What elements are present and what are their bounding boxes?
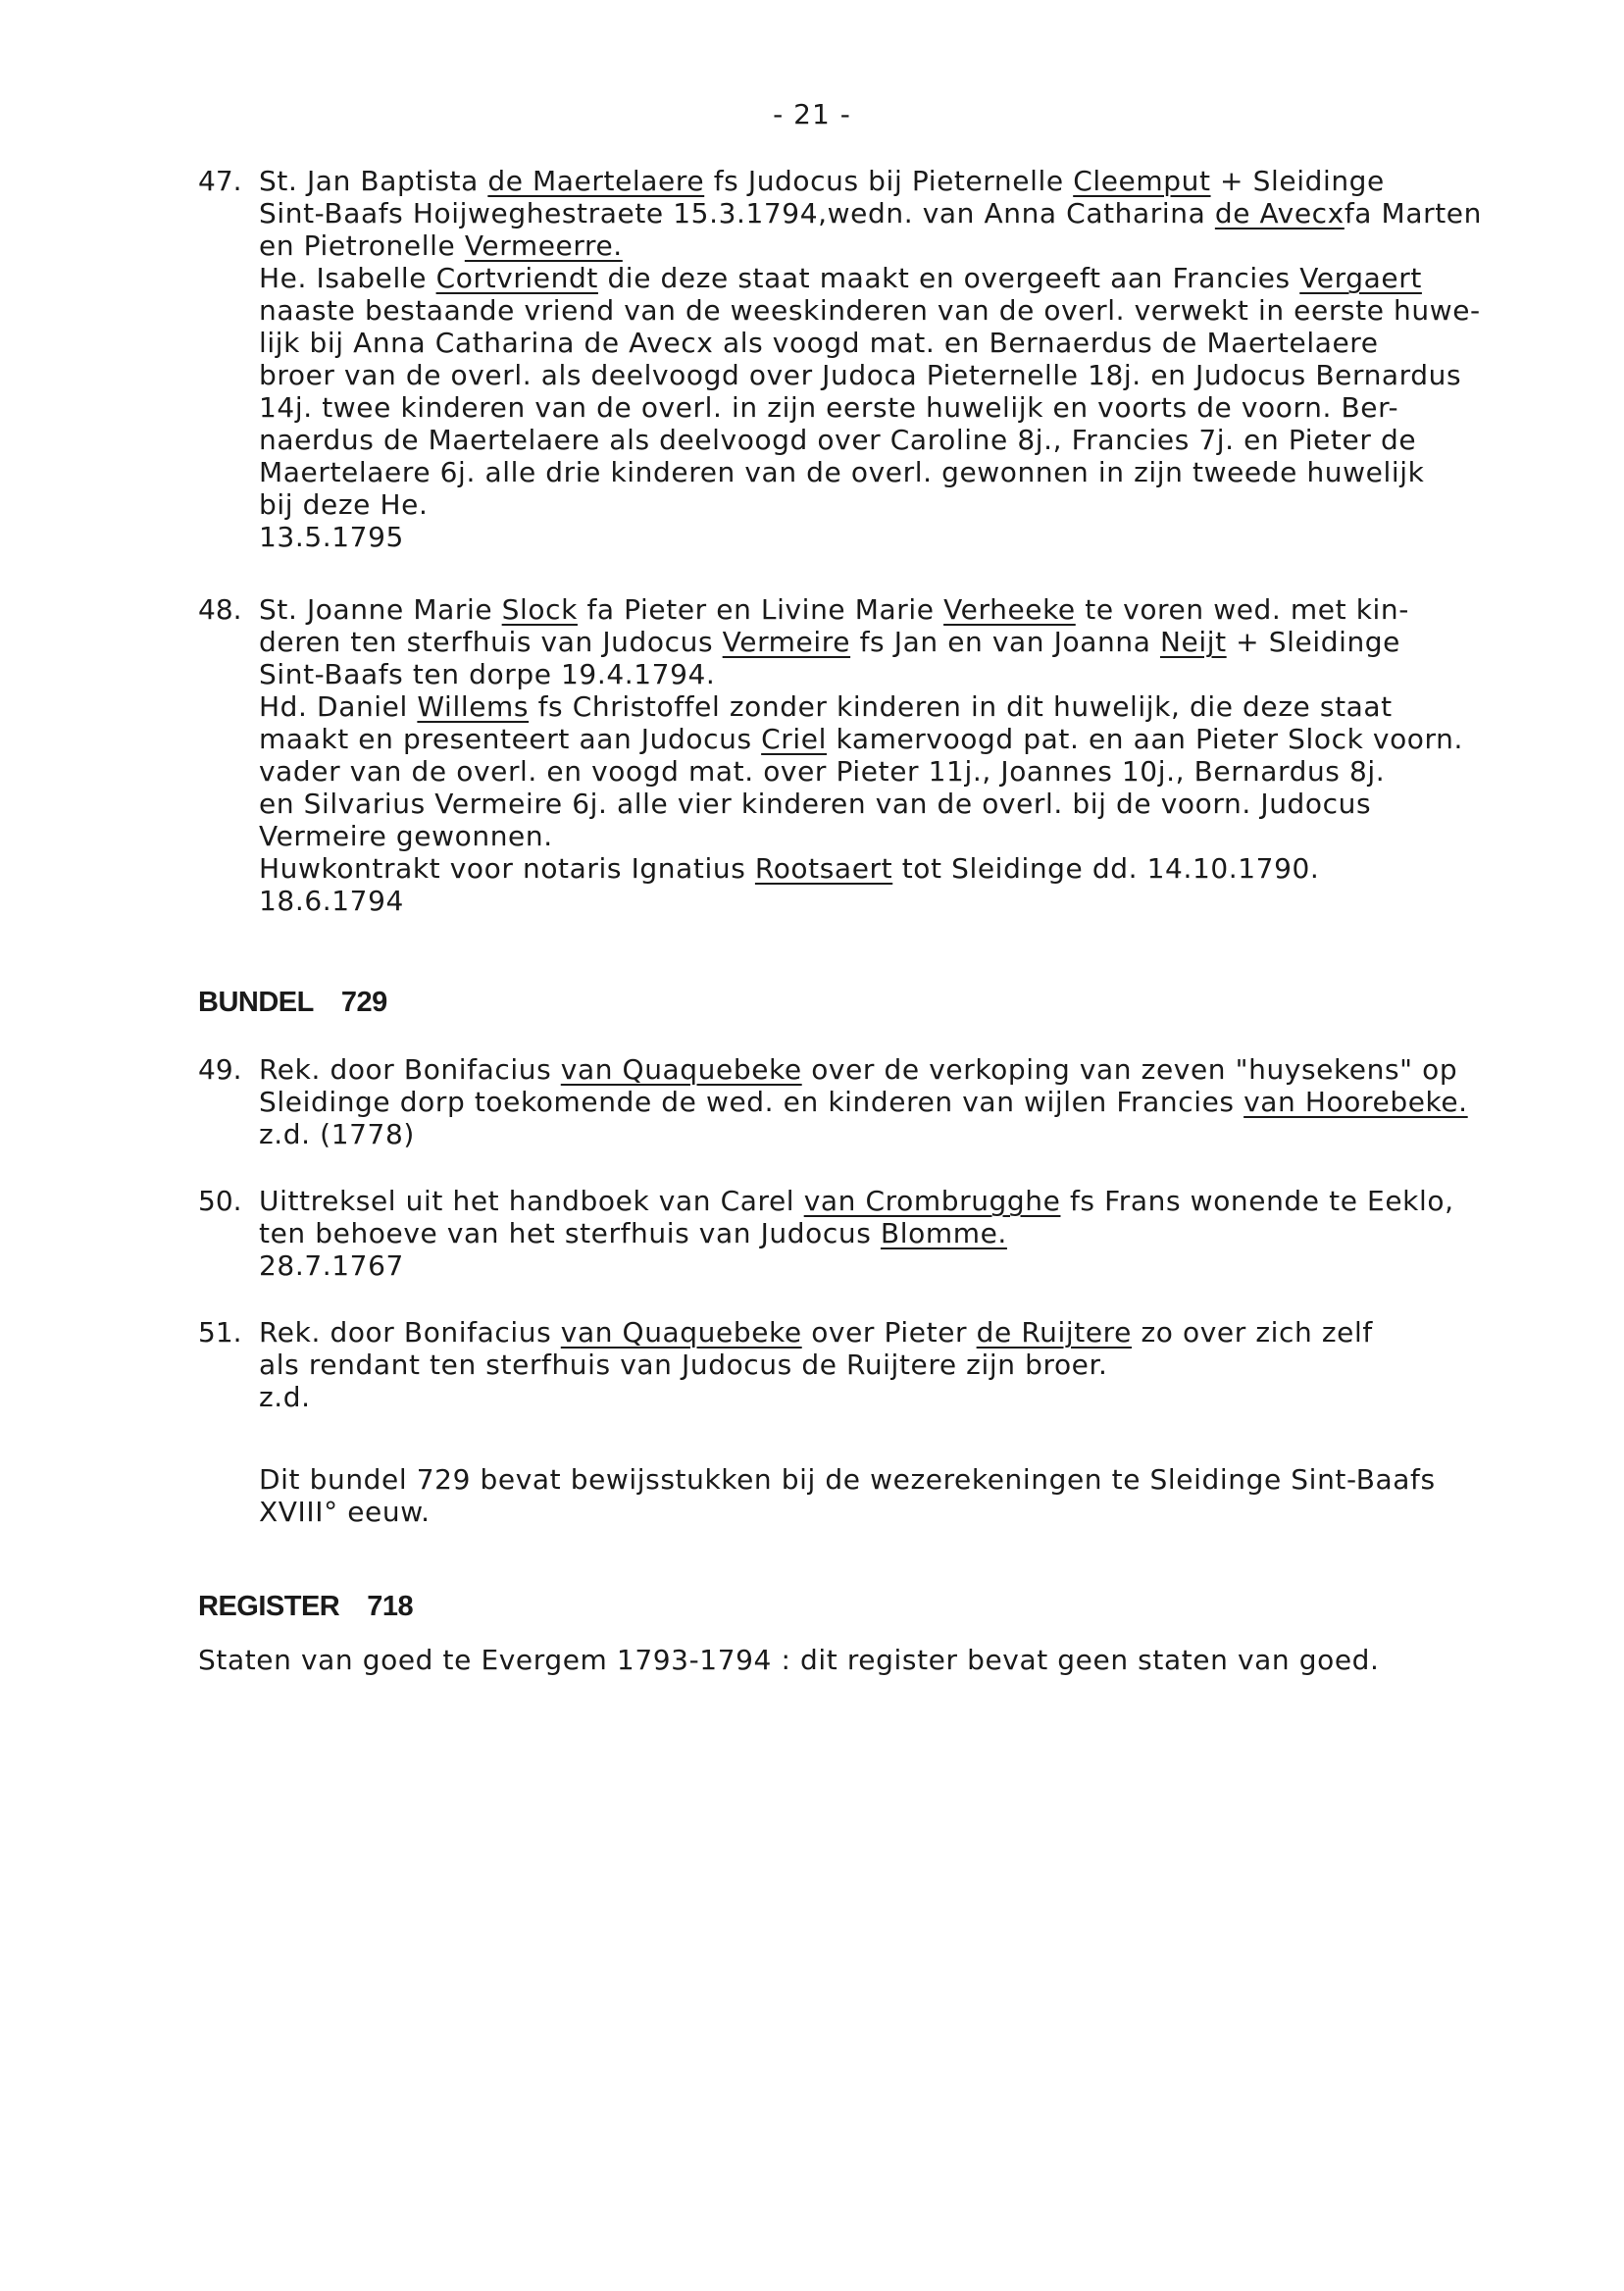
text: fs Frans wonende te Eeklo, (1060, 1185, 1454, 1217)
surname: de Avecx (1214, 197, 1345, 229)
text: fs Judocus bij Pieternelle (704, 165, 1074, 197)
surname: van Quaquebeke (560, 1316, 802, 1349)
surname: Verheeke (943, 593, 1076, 626)
surname: van Hoorebeke. (1243, 1086, 1468, 1118)
entry-date: z.d. (1778) (259, 1118, 415, 1150)
text: + Sleidinge (1226, 626, 1400, 658)
text: Rek. door Bonifacius (259, 1316, 561, 1349)
bundel-note (259, 1463, 1436, 1528)
entry-line (259, 262, 1573, 294)
surname: Cleemput (1073, 165, 1211, 197)
entry-line (259, 690, 1573, 723)
text: St. Jan Baptista (259, 165, 488, 197)
text: deren ten sterfhuis van Judocus (259, 626, 723, 658)
text: St. Joanne Marie (259, 593, 502, 626)
text: He. Isabelle (259, 262, 436, 294)
entry-line: 14j. twee kinderen van de overl. in zijn eerste huwelijk en voorts de voorn. Ber- (259, 391, 1399, 424)
text: Hd. Daniel (259, 690, 418, 723)
text: en Pietronelle (259, 229, 465, 262)
text: zo over zich zelf (1131, 1316, 1373, 1349)
heading-label: REGISTER (198, 1591, 340, 1622)
entry-line (259, 852, 1573, 885)
text: Huwkontrakt voor notaris Ignatius (259, 852, 755, 885)
heading-label: BUNDEL (198, 987, 314, 1018)
text: over de verkoping van zeven "huysekens" op (801, 1053, 1458, 1086)
heading-number: 718 (367, 1591, 414, 1622)
surname: Rootsaert (754, 852, 893, 885)
text: fs Jan en van Joanna (850, 626, 1160, 658)
text: ten behoeve van het sterfhuis van Judocus (259, 1217, 881, 1249)
surname: Cortvriendt (435, 262, 598, 294)
text: over Pieter (801, 1316, 977, 1349)
surname: Willems (417, 690, 530, 723)
text: kamervoogd pat. en aan Pieter Slock voorn. (827, 723, 1464, 755)
entry-line (259, 626, 1573, 658)
section-heading-register (198, 1591, 413, 1623)
entry-line: Vermeire gewonnen. (259, 820, 553, 852)
surname: van Quaquebeke (560, 1053, 802, 1086)
entry-number: 50. (198, 1185, 242, 1217)
entry-line: bij deze He. (259, 488, 429, 521)
entry-line: vader van de overl. en voogd mat. over Pieter 11j., Joannes 10j., Bernardus 8j. (259, 755, 1386, 788)
text: Sleidinge dorp toekomende de wed. en kinderen van wijlen Francies (259, 1086, 1244, 1118)
heading-number: 729 (340, 987, 387, 1018)
section-heading-bundel (198, 987, 387, 1019)
entry-date: 18.6.1794 (259, 885, 404, 917)
entry-line (259, 1185, 1573, 1217)
text: Uittreksel uit het handboek van Carel (259, 1185, 804, 1217)
surname: van Crombrugghe (803, 1185, 1061, 1217)
text: fa Pieter en Livine Marie (577, 593, 944, 626)
entry-line (259, 229, 1573, 262)
entry-number: 47. (198, 165, 242, 197)
surname: de Maertelaere (487, 165, 705, 197)
surname: Vergaert (1299, 262, 1422, 294)
text: Rek. door Bonifacius (259, 1053, 561, 1086)
text: fa Marten (1344, 197, 1482, 229)
entry-number: 49. (198, 1053, 242, 1086)
entry-line: Sint-Baafs ten dorpe 19.4.1794. (259, 658, 716, 690)
entry-date: 28.7.1767 (259, 1249, 404, 1282)
entry-line: broer van de overl. als deelvoogd over Judoca Pieternelle 18j. en Judocus Bernardus (259, 359, 1462, 391)
surname: de Ruijtere (976, 1316, 1132, 1349)
entry-line: Maertelaere 6j. alle drie kinderen van de overl. gewonnen in zijn tweede huwelijk (259, 456, 1425, 488)
surname: Vermeire (722, 626, 851, 658)
surname: Vermeerre. (464, 229, 623, 262)
entry-number: 51. (198, 1316, 242, 1349)
entry-number: 48. (198, 593, 242, 626)
text: maakt en presenteert aan Judocus (259, 723, 762, 755)
surname: Blomme. (880, 1217, 1007, 1249)
entry-line (259, 1053, 1573, 1086)
entry-line: lijk bij Anna Catharina de Avecx als voogd mat. en Bernaerdus de Maertelaere (259, 327, 1379, 359)
entry-line (259, 1316, 1573, 1349)
note-line: XVIII° eeuw. (259, 1496, 431, 1528)
entry-line (259, 1217, 1573, 1249)
note-line: Dit bundel 729 bevat bewijsstukken bij de wezerekeningen te Sleidinge Sint-Baafs (259, 1463, 1436, 1496)
entry-line: naaste bestaande vriend van de weeskinderen van de overl. verwekt in eerste huwe- (259, 294, 1481, 327)
surname: Neijt (1159, 626, 1227, 658)
register-text: Staten van goed te Evergem 1793-1794 : dit register bevat geen staten van goed. (198, 1644, 1380, 1676)
entry-date: z.d. (259, 1381, 311, 1413)
entry-line (259, 165, 1573, 197)
entry-line: als rendant ten sterfhuis van Judocus de Ruijtere zijn broer. (259, 1349, 1108, 1381)
entry-line: en Silvarius Vermeire 6j. alle vier kinderen van de overl. bij de voorn. Judocus (259, 788, 1372, 820)
text: die deze staat maakt en overgeeft aan Francies (597, 262, 1300, 294)
text: te voren wed. met kin- (1075, 593, 1409, 626)
entry-line: naerdus de Maertelaere als deelvoogd over Caroline 8j., Francies 7j. en Pieter de (259, 424, 1417, 456)
surname: Criel (761, 723, 827, 755)
text: + Sleidinge (1210, 165, 1385, 197)
entry-line (259, 723, 1573, 755)
text: Sint-Baafs Hoijweghestraete 15.3.1794,wedn. van Anna Catharina (259, 197, 1215, 229)
text: tot Sleidinge dd. 14.10.1790. (892, 852, 1320, 885)
entry-date: 13.5.1795 (259, 521, 404, 553)
entry-line (259, 197, 1573, 229)
text: fs Christoffel zonder kinderen in dit huwelijk, die deze staat (529, 690, 1393, 723)
page-number: - 21 - (773, 98, 851, 130)
entry-line (259, 593, 1573, 626)
entry-line (259, 1086, 1573, 1118)
surname: Slock (501, 593, 578, 626)
